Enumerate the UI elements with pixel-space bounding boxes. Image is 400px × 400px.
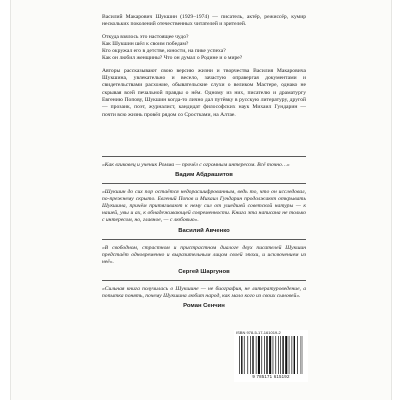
barcode-bar xyxy=(252,336,253,374)
bio-paragraph: Василий Макарович Шукшин (1929–1974) — писатель, актёр, режиссёр, кумир нескольких поколений отечественных читателей и зрителей. xyxy=(102,14,306,28)
quote-author: Сергей Шаргунов xyxy=(178,268,230,275)
quote-text: «Как вгиковец и ученик Ромма — прочёл с огромным интересом. Всё точно…» xyxy=(102,162,290,168)
barcode-bar xyxy=(269,336,271,374)
review-quote xyxy=(102,286,306,310)
barcode-bar xyxy=(297,336,298,374)
barcode-bar xyxy=(241,336,242,374)
quote-author: Василий Авченко xyxy=(178,227,230,234)
barcode-bar xyxy=(258,336,260,374)
question-line: Как он любил женщины? Что он думал о Родине и о мире? xyxy=(102,55,243,62)
quote-text: «В свободном, страстном и пристрастном диалоге двух писателей Шукшин предстаёт одновременно и выразительным лицом своей эпохи, и исключением из неё». xyxy=(102,244,306,265)
question-line: Кто окружал его в детстве, юности, на пике успеха? xyxy=(102,48,226,55)
barcode-bar xyxy=(244,336,245,374)
quote-author: Вадим Абдрашитов xyxy=(175,172,233,179)
barcode-bar xyxy=(261,336,262,374)
quote-text: «Сильная книга получилась о Шукшине — не биография, не литературоведение, а попытка понять, почему Шукшина любит народ, как мало кого из своих сыновей». xyxy=(102,285,306,299)
quotes-section xyxy=(102,156,306,310)
isbn-barcode xyxy=(234,330,308,382)
quote-author: Роман Сенчин xyxy=(183,303,225,310)
barcode-bar xyxy=(273,336,274,374)
barcode-bar xyxy=(301,336,302,374)
question-line: Как Шукшин шёл к своим победам? xyxy=(102,40,189,47)
barcode-bar xyxy=(250,336,251,374)
barcode-bar xyxy=(239,336,240,374)
question-line: Откуда взялось это настоящее чудо? xyxy=(102,33,189,40)
barcode-bar xyxy=(292,336,293,374)
barcode-bar xyxy=(280,336,281,374)
barcode-bar xyxy=(289,336,290,374)
review-quote xyxy=(102,162,306,179)
barcode-bar xyxy=(285,336,287,374)
barcode-digits: 9 785171 615192 xyxy=(252,374,290,379)
barcode-bar xyxy=(275,336,276,374)
barcode-bar xyxy=(282,336,283,374)
barcode-bars xyxy=(239,336,303,374)
barcode-bar xyxy=(264,336,265,374)
review-quote xyxy=(102,189,306,234)
isbn-label: ISBN 978-5-17-161019-2 xyxy=(236,330,281,335)
book-back-cover xyxy=(10,0,392,400)
barcode-bar xyxy=(256,336,257,374)
review-quote xyxy=(102,245,306,276)
barcode-bar xyxy=(278,336,279,374)
about-authors-paragraph: Авторы рассказывают свою версию жизни и творчества Василия Макаровича Шукшина, увлекательно и весело, зачастую оправергая документами и свидетельствами расхожие, обывательские слухи о великом Мастере, однако не скрывая всей печальной правды о нём. Одному из них, писателю и драматургу Евгению Попову, Шукшин когда-то лично дал путёвку в русскую литературу, другой — прозаик, поэт, журналист, кандидат философских наук Михаил Гундарин — почти всю жизнь провёл рядом со Сростками, на Алтае. xyxy=(102,67,306,118)
barcode-bar xyxy=(247,336,248,374)
quote-text: «Шукшин до сих пор остаётся недорасшифрованным, ведь то, что он исследовал, по-прежнему скрыто. Евгений Попов и Михаил Гундарин продолжают открывать Шукшина, причём притягивают к нему сил от ушедшей советской натуры — к нашей, увы и ах, к обнадеживающей современности. Книга эта написана не только с интересом, но, главное, — с любовью». xyxy=(102,189,306,224)
questions-block xyxy=(102,34,306,63)
barcode-bar xyxy=(266,336,267,374)
barcode-bar xyxy=(294,336,295,374)
intro-section xyxy=(102,14,306,119)
